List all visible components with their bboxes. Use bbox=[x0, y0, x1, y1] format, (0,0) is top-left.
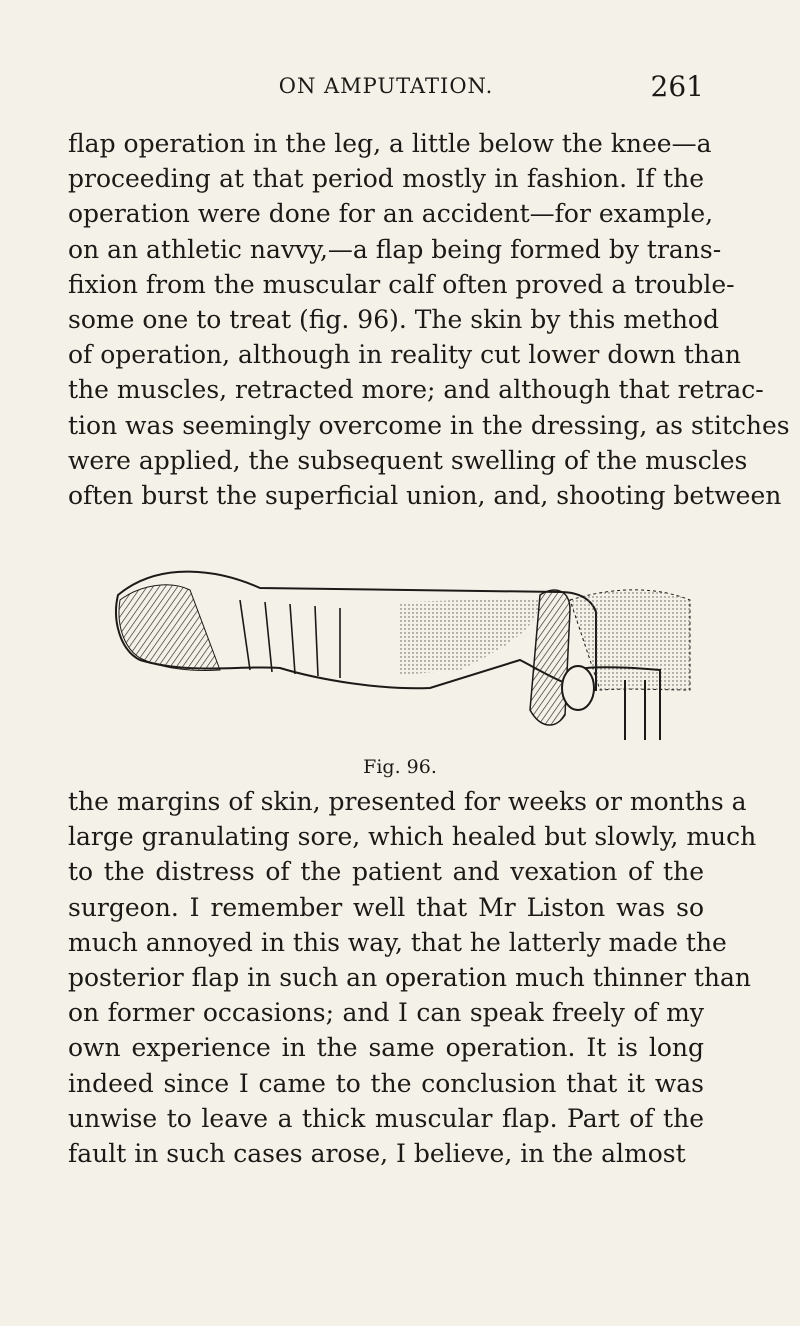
text-line: on former occasions; and I can speak freely of my bbox=[68, 998, 704, 1028]
text-line: some one to treat (fig. 96). The skin by this method bbox=[68, 304, 719, 334]
bone-section bbox=[562, 666, 594, 710]
text-line: indeed since I came to the conclusion that it was bbox=[68, 1068, 704, 1098]
amputation-figure-illustration bbox=[100, 540, 700, 745]
figure-caption: Fig. 96. bbox=[363, 756, 437, 778]
page-number: 261 bbox=[650, 70, 704, 103]
text-line: large granulating sore, which healed but slowly, much bbox=[68, 822, 757, 852]
text-line: fixion from the muscular calf often proved a trouble- bbox=[68, 269, 735, 299]
page-header bbox=[68, 70, 704, 110]
paragraph-1 bbox=[68, 126, 790, 513]
paragraph-2 bbox=[68, 784, 757, 1171]
text-line: proceeding at that period mostly in fashion. If the bbox=[68, 164, 704, 194]
text-line: fault in such cases arose, I believe, in the almost bbox=[68, 1138, 686, 1168]
text-line: operation were done for an accident—for example, bbox=[68, 199, 714, 229]
text-line: flap operation in the leg, a little below the knee—a bbox=[68, 129, 712, 158]
text-line: tion was seemingly overcome in the dressing, as stitches bbox=[68, 410, 790, 440]
text-line: the muscles, retracted more; and although that retrac- bbox=[68, 375, 764, 405]
text-line: much annoyed in this way, that he latterly made the bbox=[68, 927, 727, 957]
text-line: own experience in the same operation. It is long bbox=[68, 1033, 704, 1063]
text-line: were applied, the subsequent swelling of the muscles bbox=[68, 445, 748, 475]
running-title: ON AMPUTATION. bbox=[278, 74, 494, 98]
text-line: surgeon. I remember well that Mr Liston was so bbox=[68, 892, 704, 922]
text-line: unwise to leave a thick muscular flap. Part of the bbox=[68, 1103, 704, 1133]
text-line: of operation, although in reality cut lower down than bbox=[68, 340, 741, 370]
text-line: on an athletic navvy,—a flap being formed by trans- bbox=[68, 234, 722, 264]
text-line: to the distress of the patient and vexation of the bbox=[68, 857, 704, 887]
text-line: the margins of skin, presented for weeks or months a bbox=[68, 787, 747, 816]
text-line: posterior flap in such an operation much thinner than bbox=[68, 962, 752, 992]
text-line: often burst the superficial union, and, shooting between bbox=[68, 480, 782, 510]
